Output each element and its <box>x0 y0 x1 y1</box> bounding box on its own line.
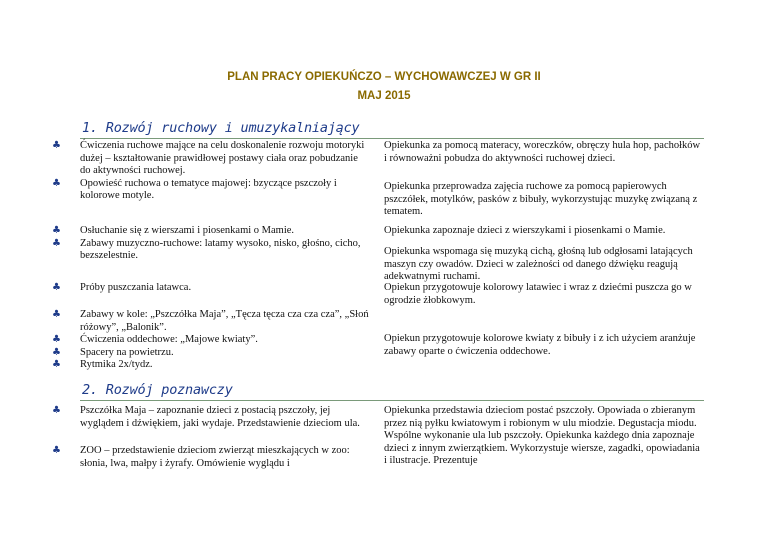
list-item: ♣ Rytmika 2x/tydz. <box>52 359 153 371</box>
section-divider <box>80 138 704 139</box>
club-bullet-icon: ♣ <box>52 282 61 293</box>
bullet-group <box>52 309 370 372</box>
club-bullet-icon: ♣ <box>52 237 61 249</box>
bullet-group <box>52 282 370 295</box>
document-subtitle-month: MAJ 2015 <box>357 90 411 102</box>
club-bullet-icon: ♣ <box>52 405 61 416</box>
section-heading-motor-music: 1. Rozwój ruchowy i umuzykalniający <box>82 120 360 136</box>
list-item: ♣ Spacery na powietrzu. <box>52 346 174 358</box>
bullet-group <box>52 140 370 203</box>
description-paragraph: Opiekun przygotowuje kolorowy latawiec i wraz z dziećmi puszcza go w ogrodzie żłobkowym. <box>384 282 692 306</box>
bullet-group <box>52 225 370 263</box>
section-divider <box>80 400 704 401</box>
list-item: ♣ Ćwiczenia ruchowe mające na celu doskonalenie rozwoju motoryki dużej – kształtowanie prawidłowej postawy ciała oraz pobudzanie do aktywności ruchowej. <box>52 140 365 177</box>
description-paragraph: Opiekunka przeprowadza zajęcia ruchowe za pomocą papierowych pszczółek, motylków, pasków z bibuły, wykorzystując muzykę związaną z tematem. <box>384 181 698 218</box>
list-item: ♣ Ćwiczenia oddechowe: „Majowe kwiaty”. <box>52 334 258 346</box>
club-bullet-icon: ♣ <box>52 177 61 189</box>
description-paragraph: Opiekunka za pomocą materacy, woreczków, obręczy hula hop, pachołków i równoważni pobudza do aktywności ruchowej dzieci. <box>384 140 701 164</box>
club-bullet-icon: ♣ <box>52 309 61 320</box>
club-bullet-icon: ♣ <box>52 225 61 236</box>
club-bullet-icon: ♣ <box>52 334 61 346</box>
list-item: ♣ ZOO – przedstawienie dzieciom zwierząt mieszkających w zoo: słonia, lwa, małpy i żyrafy. Omówienie wyglądu i <box>52 445 350 469</box>
club-bullet-icon: ♣ <box>52 359 61 371</box>
section-heading-cognitive: 2. Rozwój poznawczy <box>82 382 233 398</box>
description-paragraph: Opiekun przygotowuje kolorowe kwiaty z bibuły i z ich użyciem aranżuje zabawy oparte o ćwiczenia oddechowe. <box>384 333 696 357</box>
club-bullet-icon: ♣ <box>52 445 61 456</box>
description-paragraph: Opiekunka zapoznaje dzieci z wierszykami i piosenkami o Mamie. <box>384 225 666 236</box>
document-title: PLAN PRACY OPIEKUŃCZO – WYCHOWAWCZEJ W GR II <box>227 71 541 83</box>
list-item: ♣ Próby puszczania latawca. <box>52 282 192 293</box>
bullet-group <box>52 445 370 470</box>
list-item: ♣ Opowieść ruchowa o tematyce majowej: bzyczące pszczoły i kolorowe motyle. <box>52 177 337 202</box>
bullet-group <box>52 405 370 430</box>
list-item: ♣ Pszczółka Maja – zapoznanie dzieci z postacią pszczoły, jej wyglądem i dźwiękiem, jaki wydaje. Przedstawienie dzieciom ula. <box>52 405 360 429</box>
list-item: ♣ Zabawy muzyczno-ruchowe: latamy wysoko, nisko, głośno, cicho, bezszelestnie. <box>52 237 361 262</box>
description-paragraph: Opiekunka wspomaga się muzyką cichą, głośną lub odgłosami latających maszyn czy owadów. Dzieci w zależności od danego dźwięku reagują adekwatnymi ruchami. <box>384 246 693 283</box>
club-bullet-icon: ♣ <box>52 140 61 151</box>
club-bullet-icon: ♣ <box>52 346 61 358</box>
description-paragraph: Opiekunka przedstawia dzieciom postać pszczoły. Opowiada o zbieranym przez nią pyłku kwiatowym i robionym w ulu miodzie. Degustacja miodu. Wspólne wykonanie ula lub pszczoły. Opiekunka każdego dnia zapoznaje dzieci z innym zwierzątkiem. Wykorzystuje wiersze, zagadki, opowiadania i ilustracje. Prezentuje <box>384 405 700 467</box>
list-item: ♣ Osłuchanie się z wierszami i piosenkami o Mamie. <box>52 225 295 236</box>
list-item: ♣ Zabawy w kole: „Pszczółka Maja”, „Tęcza tęcza cza cza cza”, „Słoń różowy”, „Balonik”. <box>52 309 369 333</box>
